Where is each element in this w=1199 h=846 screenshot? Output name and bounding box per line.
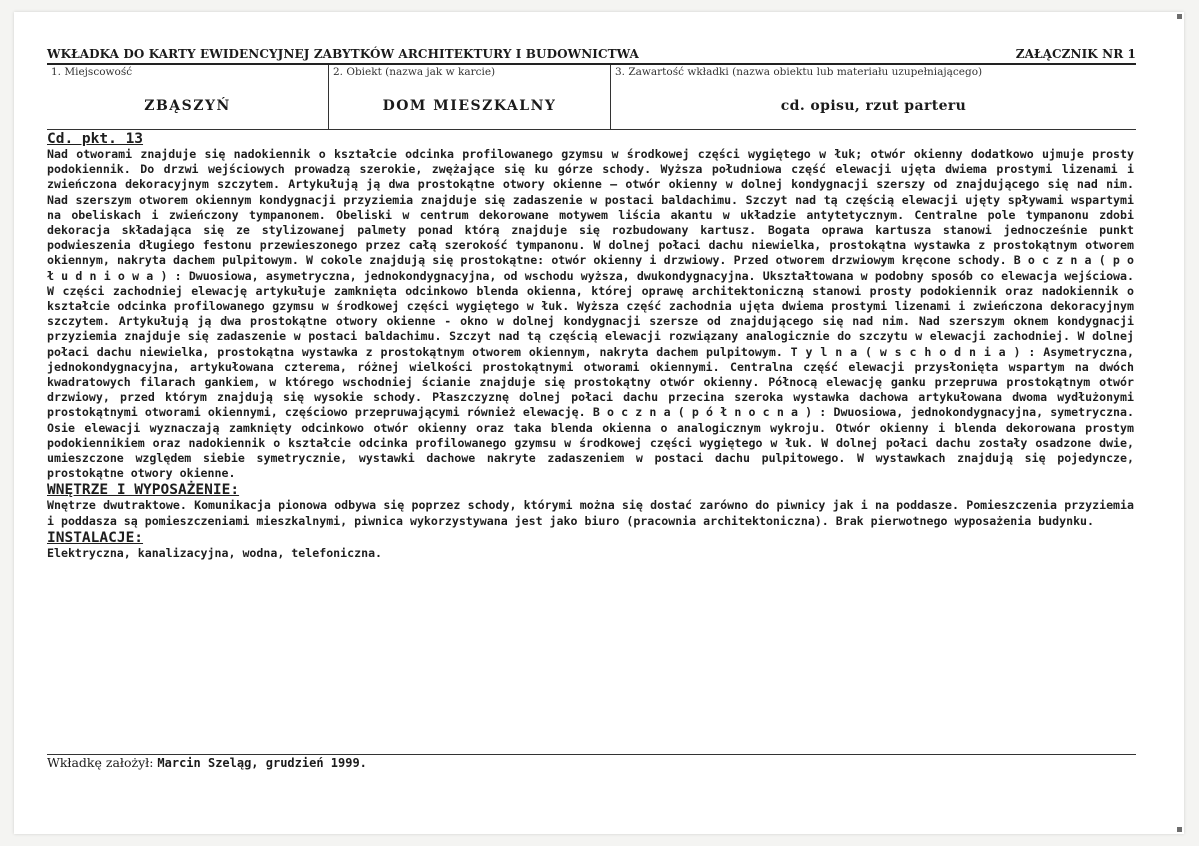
header-fields bbox=[47, 65, 1136, 130]
document-header bbox=[47, 47, 1136, 65]
document-content bbox=[47, 47, 1136, 561]
attachment-label: ZAŁĄCZNIK NR 1 bbox=[1015, 47, 1136, 61]
section-text: Nad otworami znajduje się nadokiennik o kształcie odcinka profilowanego gzymsu w środkowej części wygiętego w łuk; otwór okienny dodatkowo ujmuje prosty podokiennik. Do drzwi wejściowych prowadzą szerokie, zwężające się ku górze schody. Wyższa południowa część elewacji ujęta dwiema prostymi lizenami i zwieńczona dekoracyjnym szczytem. Artykułują ją dwa prostokątne otwory okienne – otwór okienny w dolnej kondygnacji szerszy od znajdującego się nad nim. Nad szerszym otworem okiennym kondygnacji przyziemia znajduje się zadaszenie w postaci baldachimu. Szczyt nad tą częścią elewacji ujęty spływami wspartymi na obeliskach i zwieńczony tympanonem. Obeliski w centrum dekorowane motywem liścia akantu w układzie antytetycznym. Centralne pole tympanonu zdobi dekoracja składająca się ze stylizowanej palmety ponad którą znajduje się rozbudowany kartusz. Bogata oprawa kartusza stanowi jednocześnie punkt podwieszenia długiego festonu przewieszonego przez całą szerokość tympanonu. W dolnej połaci dachu niewielka, prostokątna wystawka z prostokątnym otworem okiennym, nakryta dachem pulpitowym. W cokole znajdują się prostokątne: otwór okienny i drzwiowy. Przed otworem drzwiowym kręcone schody. B o c z n a ( p o ł u d n i o w a ) : Dwuosiowa, asymetryczna, jednokondygnacyjna, od wschodu wyższa, dwukondygnacyjna. Ukształtowana w podobny sposób co elewacja wejściowa. W części zachodniej elewację artykułuje zamknięta odcinkowo blenda okienna, której oprawę architektoniczną stanowi prosty podokiennik oraz nadokiennik o kształcie odcinka profilowanego gzymsu w środkowej części wygiętego w łuk. Wyższa część zachodnia ujęta dwiema prostymi lizenami i zwieńczona dekoracyjnym szczytem. Artykułują ją dwa prostokątne otwory okienne - okno w dolnej kondygnacji szersze od znajdującego się nad nim. Nad szerszym oknem kondygnacji przyziemia znajduje się zadaszenie w postaci baldachimu. Szczyt nad tą częścią elewacji rozwiązany analogicznie do szczytu w elewacji zachodniej. W dolnej połaci dachu niewielka, prostokątna wystawka z prostokątnym otworem okiennym, nakryta dachem pulpitowym. T y l n a ( w s c h o d n i a ) : Asymetryczna, jednokondygnacyjna, artykułowana czterema, różnej wielkości prostokątnymi otworami okiennymi. Centralna część elewacji przysłonięta wspartym na dwóch kwadratowych filarach gankiem, w którego wschodniej ścianie znajduje się prostokątny otwór okienny. Północą elewację ganku przepruwa prostokątnym otwór drzwiowy, przed którym znajdują się wysokie schody. Płaszczyznę dolnej połaci dachu przecina szeroka wystawka dachowa artykułowana dwoma wydłużonymi prostokątnymi otworami okiennymi, częściowo przepruwającymi również elewację. B o c z n a ( p ó ł n o c n a ) : Dwuosiowa, jednokondygnacyjna, symetryczna. Osie elewacji wyznaczają zamknięty odcinkowo otwór okienny oraz taka blenda okienna o analogicznym wykroju. Otwór okienny i blenda dekorowana prostym podokiennikiem oraz nadokiennik o kształcie odcinka profilowanego gzymsu w środkowej części wygiętego w łuk. W dolnej połaci dachu zostały osadzone dwie, umieszczone względem siebie symetrycznie, wystawki dachowe nakryte zadaszeniem w postaci dachu pulpitowego. W wystawkach znajdują się pojedyncze, prostokątne otwory okienne. bbox=[47, 147, 1134, 481]
corner-mark bbox=[1177, 14, 1182, 19]
footer-label: Wkładkę założył: bbox=[47, 755, 154, 770]
section-interior bbox=[47, 482, 1136, 528]
field-object bbox=[329, 65, 611, 129]
footer-author: Marcin Szeląg, grudzień 1999. bbox=[157, 756, 367, 770]
field-value: cd. opisu, rzut parteru bbox=[780, 98, 967, 114]
footer bbox=[47, 755, 367, 770]
field-value: ZBĄSZYŃ bbox=[144, 98, 231, 114]
section-installations bbox=[47, 530, 1136, 561]
section-continuation bbox=[47, 131, 1136, 481]
document-body bbox=[47, 131, 1136, 561]
field-value: DOM MIESZKALNY bbox=[382, 98, 557, 114]
field-label: 2. Obiekt (nazwa jak w karcie) bbox=[333, 66, 496, 78]
field-locality bbox=[47, 65, 329, 129]
section-text: Wnętrze dwutraktowe. Komunikacja pionowa odbywa się poprzez schody, którymi można się dostać zarówno do piwnicy jak i na poddasze. Pomieszczenia przyziemia i poddasza są pomieszczeniami mieszkalnymi, piwnica wykorzystywana jest jako biuro (pracownia architektoniczna). Brak pierwotnego wyposażenia budynku. bbox=[47, 498, 1134, 528]
document-title: WKŁADKA DO KARTY EWIDENCYJNEJ ZABYTKÓW ARCHITEKTURY I BUDOWNICTWA bbox=[47, 47, 639, 61]
section-text: Elektryczna, kanalizacyjna, wodna, telefoniczna. bbox=[47, 545, 383, 560]
field-insert-contents bbox=[611, 65, 1136, 129]
field-label: 1. Miejscowość bbox=[51, 66, 133, 78]
section-title: Cd. pkt. 13 bbox=[47, 131, 144, 147]
section-title: WNĘTRZE I WYPOSAŻENIE: bbox=[47, 482, 240, 499]
corner-mark bbox=[1177, 827, 1182, 832]
field-label: 3. Zawartość wkładki (nazwa obiektu lub materiału uzupełniającego) bbox=[615, 66, 983, 78]
section-title: INSTALACJE: bbox=[47, 529, 144, 546]
